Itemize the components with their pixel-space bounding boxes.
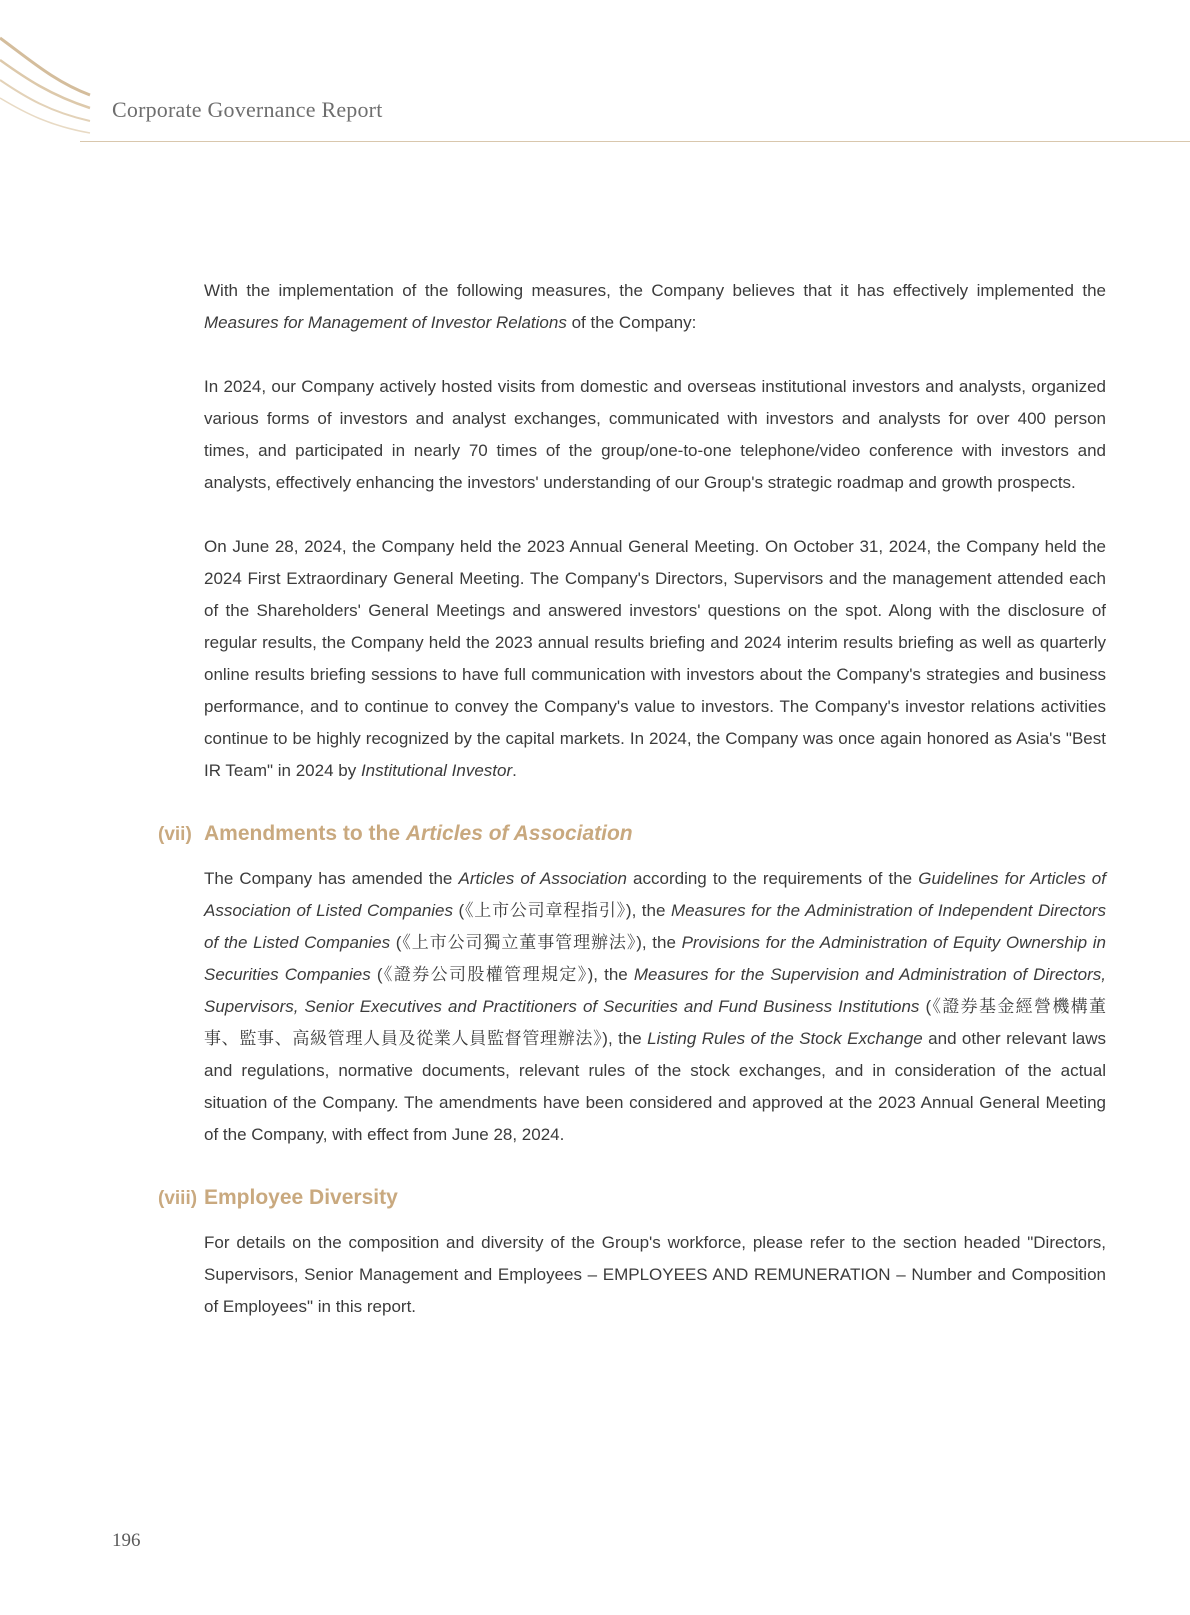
section-viii-body bbox=[204, 1227, 1106, 1323]
seg-text: (《證券公司股權管理規定》), the bbox=[376, 965, 628, 984]
section-vii-title: Amendments to the bbox=[204, 822, 401, 845]
seg-italic: Provisions for the Administration of Equity Ownership in Securities Companies bbox=[204, 933, 1106, 984]
section-vii-body bbox=[204, 863, 1106, 1151]
page-header-title: Corporate Governance Report bbox=[112, 97, 383, 122]
section-vii-title-italic: Articles of Association bbox=[405, 822, 633, 845]
section-viii-paragraph: For details on the composition and diversity of the Group's workforce, please refer to the section headed "Directors, Supervisors, Senior Management and Employees – EMPLOYEES AND REMUNERATION – Number and Composition of Employees" in this report. bbox=[204, 1233, 1106, 1316]
intro-text: With the implementation of the following measures, the Company believes that it has effectively implemented the bbox=[204, 281, 1106, 300]
section-viii-title: Employee Diversity bbox=[204, 1186, 398, 1209]
meetings-period: . bbox=[512, 761, 517, 780]
seg-text: (《證券基金經營機構董事、監事、高級管理人員及從業人員監督管理辦法》), the bbox=[204, 997, 1106, 1048]
section-vii-number: (vii) bbox=[158, 824, 192, 845]
meetings-italic-end: Institutional Investor bbox=[360, 761, 513, 780]
seg-italic: Measures for the Administration of Independent Directors of the Listed Companies bbox=[204, 901, 1106, 952]
seg-italic: Guidelines for Articles of Association of Listed Companies bbox=[204, 869, 1106, 920]
meetings-text: On June 28, 2024, the Company held the 2023 Annual General Meeting. On October 31, 2024, the Company held the 2024 First Extraordinary General Meeting. The Company's Directors, Supervisors and the management attended each of the Shareholders' General Meetings and answered investors' questions on the spot. Along with the disclosure of regular results, the Company held the 2023 annual results briefing and 2024 interim results briefing as well as quarterly online results briefing sessions to have full communication with investors about the Company's strategies and business performance, and to continue to convey the Company's value to investors. The Company's investor relations activities continue to be highly recognized by the capital markets. In 2024, the Company was once again honored as Asia's "Best IR Team" in 2024 by bbox=[204, 537, 1106, 780]
section-viii-number: (viii) bbox=[158, 1188, 198, 1209]
section-vii-paragraph bbox=[204, 863, 1106, 1151]
seg-text: (《上市公司獨立董事管理辦法》), the bbox=[395, 933, 676, 952]
seg-italic: Listing Rules of the Stock Exchange bbox=[647, 1029, 923, 1048]
seg-text: and other relevant laws and regulations, normative documents, relevant rules of the stock exchanges, and in consideration of the actual situation of the Company. The amendments have been considered and approved at the 2023 Annual General Meeting of the Company, with effect from June 28, 2024. bbox=[204, 1029, 1106, 1144]
section-viii-heading bbox=[158, 1186, 398, 1210]
decorative-arcs-graphic bbox=[0, 0, 100, 145]
intro-text-end: of the Company: bbox=[571, 313, 697, 332]
header-divider bbox=[80, 141, 1190, 142]
section-vii-heading bbox=[158, 822, 633, 846]
page-number: 196 bbox=[112, 1530, 141, 1551]
intro-paragraph bbox=[204, 275, 1106, 339]
seg-text: The Company has amended the bbox=[204, 869, 453, 888]
main-content bbox=[204, 275, 1106, 787]
seg-italic: Measures for the Supervision and Administration of Directors, Supervisors, Senior Executives and Practitioners of Securities and Fund Business Institutions bbox=[204, 965, 1106, 1016]
meetings-paragraph bbox=[204, 531, 1106, 787]
intro-title-italic: Measures for Management of Investor Relations bbox=[204, 313, 567, 332]
seg-text: according to the requirements of the bbox=[633, 869, 913, 888]
seg-text: (《上市公司章程指引》), the bbox=[458, 901, 666, 920]
seg-italic: Articles of Association bbox=[458, 869, 627, 888]
investors-paragraph: In 2024, our Company actively hosted visits from domestic and overseas institutional investors and analysts, organized various forms of investors and analyst exchanges, communicated with investors and analysts for over 400 person times, and participated in nearly 70 times of the group/one-to-one telephone/video conference with investors and analysts, effectively enhancing the investors' understanding of our Group's strategic roadmap and growth prospects. bbox=[204, 377, 1106, 492]
